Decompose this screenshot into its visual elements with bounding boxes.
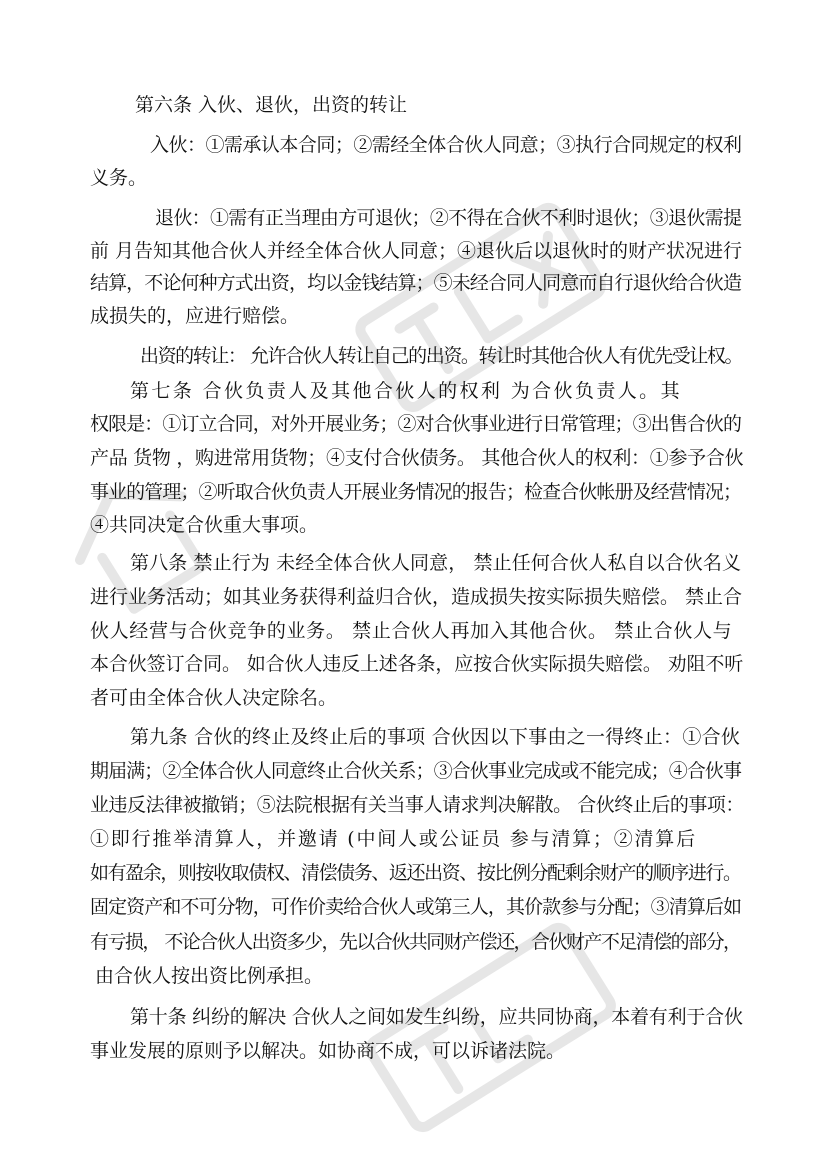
- text-line: 固定资产和不可分物，可作价卖给合伙人或第三人，其价款参与分配；③清算后如: [90, 896, 742, 918]
- text-line: 退伙：①需有正当理由方可退伙；②不得在合伙不利时退伙；③退伙需提: [155, 207, 742, 229]
- text-line: 期届满；②全体合伙人同意终止合伙关系；③合伙事业完成或不能完成；④合伙事: [90, 760, 742, 782]
- text-line: 权限是：①订立合同，对外开展业务；②对合伙事业进行日常管理；③出售合伙的: [90, 413, 742, 435]
- text-line: 进行业务活动；如其业务获得利益归合伙，造成损失按实际损失赔偿。 禁止合: [90, 586, 743, 608]
- article-8-heading: 第八条 禁止行为 未经全体合伙人同意， 禁止任何合伙人私自以合伙名义: [130, 552, 742, 574]
- text-line: ①即行推举清算人，并邀请 (中间人或公证员 参与清算；②清算后: [90, 828, 697, 850]
- article-10-heading: 第十条 纠纷的解决 合伙人之间如发生纠纷，应共同协商，本着有利于合伙: [130, 1006, 743, 1028]
- text-line: 结算，不论何种方式出资，均以金钱结算；⑤未经合同人同意而自行退伙给合伙造: [90, 272, 742, 294]
- text-line: 出资的转让： 允许合伙人转让自己的出资。转让时其他合伙人有优先受让权。: [140, 345, 743, 367]
- text-line: 如有盈余，则按收取债权、清偿债务、返还出资、按比例分配剩余财产的顺序进行。: [90, 862, 741, 884]
- text-line: 业违反法律被撤销；⑤法院根据有关当事人请求判决解散。 合伙终止后的事项：: [90, 794, 744, 816]
- text-line: 成损失的，应进行赔偿。: [90, 305, 300, 327]
- text-line: 有亏损， 不论合伙人出资多少，先以合伙共同财产偿还，合伙财产不足清偿的部分，: [90, 931, 741, 953]
- text-line: 事业发展的原则予以解决。如协商不成，可以诉诸法院。: [90, 1040, 566, 1062]
- text-line: 者可由全体合伙人决定除名。: [90, 687, 338, 709]
- text-line: 事业的管理；②听取合伙负责人开展业务情况的报告；检查合伙帐册及经营情况；: [90, 481, 742, 503]
- text-line: 本合伙签订合同。 如合伙人违反上述各条，应按合伙实际损失赔偿。 劝阻不听: [90, 653, 744, 675]
- article-9-heading: 第九条 合伙的终止及终止后的事项 合伙因以下事由之一得终止：①合伙: [130, 726, 741, 748]
- text-line: 前 月告知其他合伙人并经全体合伙人同意；④退伙后以退伙时的财产状况进行: [90, 240, 743, 262]
- article-7-heading: 第七条 合伙负责人及其他合伙人的权利 为合伙负责人。其: [130, 380, 682, 402]
- text-line: ④共同决定合伙重大事项。: [90, 514, 319, 536]
- text-line: 伙人经营与合伙竞争的业务。 禁止合伙人再加入其他合伙。 禁止合伙人与: [90, 620, 733, 642]
- article-6-heading: 第六条 入伙、退伙，出资的转让: [135, 94, 408, 116]
- text-line: 入伙：①需承认本合同；②需经全体合伙人同意；③执行合同规定的权利: [150, 134, 742, 156]
- text-line: 由合伙人按出资比例承担。: [95, 965, 324, 987]
- text-line: 义务。: [90, 167, 148, 189]
- text-line: 产品 货物 ，购进常用货物；④支付合伙债务。 其他合伙人的权利：①参予合伙: [90, 447, 744, 469]
